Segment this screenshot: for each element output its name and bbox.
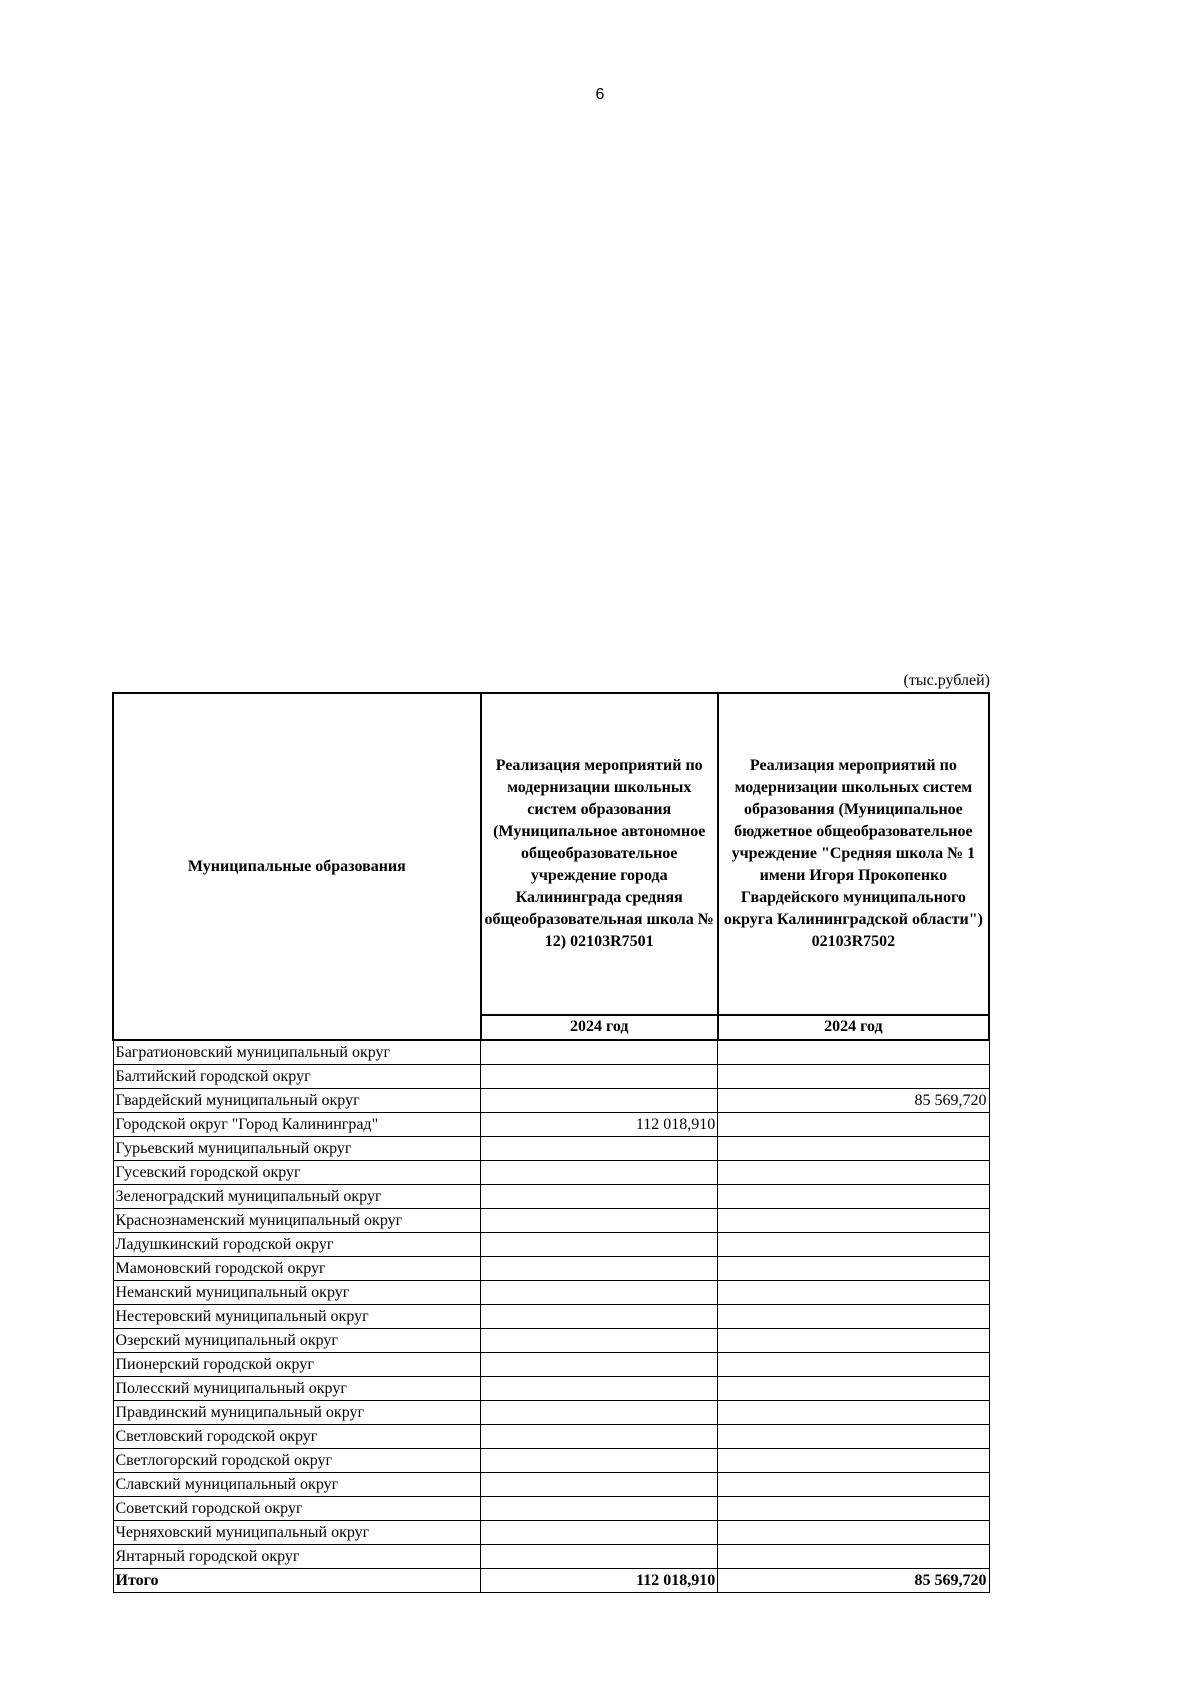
value-col2: [718, 1329, 989, 1353]
value-col1: [481, 1497, 718, 1521]
value-col2: [718, 1401, 989, 1425]
value-col2: [718, 1281, 989, 1305]
table-row: [113, 1473, 989, 1497]
table-row: [113, 1257, 989, 1281]
municipality-name: Озерский муниципальный округ: [113, 1329, 481, 1353]
municipality-name: Черняховский муниципальный округ: [113, 1521, 481, 1545]
municipality-name: Гусевский городской округ: [113, 1161, 481, 1185]
value-col2: [718, 1377, 989, 1401]
municipality-name: Ладушкинский городской округ: [113, 1233, 481, 1257]
table-row: [113, 1185, 989, 1209]
value-col1: [481, 1281, 718, 1305]
value-col2: [718, 1040, 989, 1065]
municipalities-header: Муниципальные образования: [113, 693, 481, 1040]
table-row: [113, 1497, 989, 1521]
municipality-name: Правдинский муниципальный округ: [113, 1401, 481, 1425]
table-row: [113, 1449, 989, 1473]
table-header: [113, 693, 989, 1040]
value-col1: [481, 1137, 718, 1161]
value-col2: [718, 1113, 989, 1137]
table-row: [113, 1040, 989, 1065]
table-row: [113, 1401, 989, 1425]
table-row: [113, 1329, 989, 1353]
table-footer: [113, 1569, 989, 1593]
value-col1: [481, 1545, 718, 1569]
value-col1: [481, 1353, 718, 1377]
municipality-name: Советский городской округ: [113, 1497, 481, 1521]
value-col2: [718, 1449, 989, 1473]
municipality-name: Неманский муниципальный округ: [113, 1281, 481, 1305]
value-col1: [481, 1305, 718, 1329]
value-col2: [718, 1065, 989, 1089]
municipality-name: Светлогорский городской округ: [113, 1449, 481, 1473]
table-row: [113, 1089, 989, 1113]
municipality-name: Нестеровский муниципальный округ: [113, 1305, 481, 1329]
table-row: [113, 1545, 989, 1569]
col1-header: Реализация мероприятий по модернизации школьных систем образования (Муниципальное автономное общеобразовательное учреждение города Калининграда средняя общеобразовательная школа № 12) 02103R7501: [481, 693, 718, 1015]
value-col1: [481, 1161, 718, 1185]
municipality-name: Городской округ "Город Калининград": [113, 1113, 481, 1137]
value-col1: [481, 1401, 718, 1425]
value-col1: 112 018,910: [481, 1113, 718, 1137]
table-row: [113, 1305, 989, 1329]
table-row: [113, 1065, 989, 1089]
table-row: [113, 1113, 989, 1137]
value-col2: [718, 1521, 989, 1545]
value-col2: [718, 1137, 989, 1161]
total-value-col1: 112 018,910: [481, 1569, 718, 1593]
table-body: [113, 1040, 989, 1569]
table-row: [113, 1281, 989, 1305]
total-value-col2: 85 569,720: [718, 1569, 989, 1593]
total-label: Итого: [113, 1569, 481, 1593]
value-col1: [481, 1449, 718, 1473]
value-col2: [718, 1305, 989, 1329]
table-row: [113, 1161, 989, 1185]
value-col2: [718, 1257, 989, 1281]
value-col2: [718, 1425, 989, 1449]
municipality-name: Светловский городской округ: [113, 1425, 481, 1449]
value-col1: [481, 1257, 718, 1281]
table-row: [113, 1353, 989, 1377]
value-col2: [718, 1473, 989, 1497]
municipality-name: Полесский муниципальный округ: [113, 1377, 481, 1401]
value-col1: [481, 1089, 718, 1113]
value-col2: 85 569,720: [718, 1089, 989, 1113]
total-row: [113, 1569, 989, 1593]
value-col1: [481, 1425, 718, 1449]
value-col1: [481, 1377, 718, 1401]
col2-year: 2024 год: [718, 1015, 989, 1040]
value-col1: [481, 1233, 718, 1257]
value-col2: [718, 1497, 989, 1521]
table-row: [113, 1377, 989, 1401]
page-number: 6: [595, 86, 605, 103]
municipality-name: Гурьевский муниципальный округ: [113, 1137, 481, 1161]
value-col2: [718, 1209, 989, 1233]
table-row: [113, 1209, 989, 1233]
municipality-name: Пионерский городской округ: [113, 1353, 481, 1377]
value-col1: [481, 1473, 718, 1497]
col2-header: Реализация мероприятий по модернизации школьных систем образования (Муниципальное бюджетное общеобразовательное учреждение "Средняя школа № 1 имени Игоря Прокопенко Гвардейского муниципального округа Калининградской области") 02103R7502: [718, 693, 989, 1015]
municipality-name: Багратионовский муниципальный округ: [113, 1040, 481, 1065]
value-col2: [718, 1185, 989, 1209]
value-col2: [718, 1161, 989, 1185]
table-row: [113, 1425, 989, 1449]
value-col1: [481, 1040, 718, 1065]
municipality-name: Мамоновский городской округ: [113, 1257, 481, 1281]
municipality-name: Краснознаменский муниципальный округ: [113, 1209, 481, 1233]
value-col2: [718, 1545, 989, 1569]
table-row: [113, 1233, 989, 1257]
unit-note: (тыс.рублей): [903, 672, 990, 689]
municipality-name: Янтарный городской округ: [113, 1545, 481, 1569]
value-col2: [718, 1353, 989, 1377]
municipality-name: Гвардейский муниципальный округ: [113, 1089, 481, 1113]
value-col1: [481, 1209, 718, 1233]
table-row: [113, 1521, 989, 1545]
municipality-name: Зеленоградский муниципальный округ: [113, 1185, 481, 1209]
value-col1: [481, 1065, 718, 1089]
value-col1: [481, 1521, 718, 1545]
municipality-name: Балтийский городской округ: [113, 1065, 481, 1089]
budget-table: [112, 692, 990, 1593]
table-row: [113, 1137, 989, 1161]
value-col1: [481, 1329, 718, 1353]
municipality-name: Славский муниципальный округ: [113, 1473, 481, 1497]
header-row: [113, 693, 989, 1015]
value-col2: [718, 1233, 989, 1257]
value-col1: [481, 1185, 718, 1209]
col1-year: 2024 год: [481, 1015, 718, 1040]
